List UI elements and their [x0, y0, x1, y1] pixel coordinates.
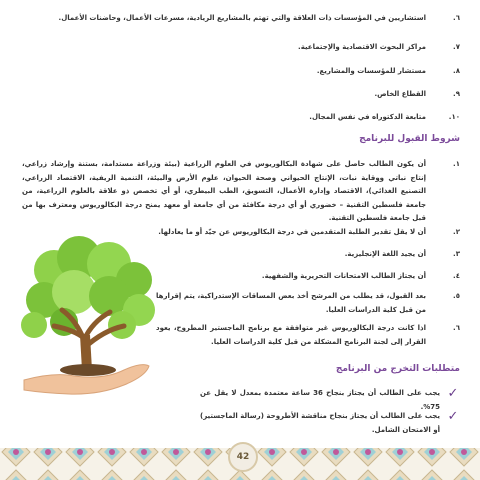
admission-num-2: ٢.: [453, 228, 460, 236]
admission-num-1: ١.: [453, 160, 460, 168]
graduation-item-2: يجب على الطالب أن يجتاز بنجاح مناقشة الأطروحة (رسالة الماجستير) أو الامتحان الشامل.: [200, 412, 440, 434]
graduation-heading: متطلبات التخرج من البرنامج: [335, 364, 460, 374]
check-icon: ✓: [447, 409, 459, 424]
admission-num-3: ٣.: [453, 250, 460, 258]
tree-in-hand-illustration: [14, 230, 164, 400]
document-page: ٦. استشاريين في المؤسسات ذات العلاقة والتي تهتم بالمشاريع الريادية، مسرعات الأعمال، وحاضنات الأعمال. ٧. مراكز البحوث الاقتصادية والإجتماعية. ٨. مستشار للمؤسسات والمشاريع. ٩. القطاع الخاص. ١٠. متابعة الدكتوراه في نفس المجال. شروط القبول للبرنامج ١. أن يكون الطالب حاصل على شهادة البكالوريوس في العلوم الزراعية (بيئة وزراعة مستدامة، بستنة وإرشاد زراعي، إنتاج نباتي ووقاية نبات، الإنتاج الحيواني وصحة الحيوان، علوم الأرض والبيئة، التنمية الريفية، الاقتصاد الزراعي، التصنيع الغذائي)، الاقتصاد وإدارة الأعمال، التسويق، الطب البيطري، أو أي تخصص ذو علاقة بالعلوم الزراعية، من جامعة فلسطين التقنية – خضوري أو أي درجة مكافئة من أي جامعة أو معهد يمنح درجة البكالوريوس ومعترف بها من قبل جامعة فلسطين التقنية. ٢. أن لا يقل تقدير الطلبة المتقدمين في درجة البكالوريوس عن جيّد أو ما يعادلها. ٣. أن يجيد اللغة الإنجليزية. ٤. أن يجتاز الطالب الامتحانات التحريرية والشفهية. ٥. بعد القبول، قد يطلب من المرشح أخذ بعض المساقات الإستدراكية، يتم إقرارها من قبل كلية الدراسات العليا. ٦. اذا كانت درجة البكالوريوس غير متوافقة مع برنامج الماجستير المطروح، يعود القرار إلى لجنة البرنامج المشكلة من قبل كلية الدراسات العليا. متطلبات التخرج من البرنامج ✓ يجب على الطالب أن يجتاز بنجاح 36 ساعة معتمدة بمعدل لا يقل عن 75%. ✓ يجب على الطالب أن يجتاز بنجاح مناقشة الأطروحة (رسالة الماجستير) أو الامتحان الشامل. 42: [0, 0, 480, 480]
admission-num-4: ٤.: [453, 272, 460, 280]
admission-item-6: اذا كانت درجة البكالوريوس غير متوافقة مع برنامج الماجستير المطروح، يعود القرار إلى لجنة البرنامج المشكلة من قبل كلية الدراسات العليا.: [156, 324, 426, 346]
admission-num-5: ٥.: [453, 292, 460, 300]
admission-item-2: أن لا يقل تقدير الطلبة المتقدمين في درجة البكالوريوس عن جيّد أو ما يعادلها.: [158, 228, 426, 236]
leaves-icon: [21, 236, 155, 339]
admission-item-4: أن يجتاز الطالب الامتحانات التحريرية والشفهية.: [261, 272, 426, 280]
admission-item-3: أن يجيد اللغة الإنجليزية.: [344, 250, 426, 258]
soil-icon: [60, 364, 116, 376]
admission-heading: شروط القبول للبرنامج: [359, 134, 460, 144]
check-icon: ✓: [447, 386, 459, 401]
page-number: 42: [228, 442, 258, 472]
admission-num-6: ٦.: [453, 324, 460, 332]
admission-item-5: بعد القبول، قد يطلب من المرشح أخذ بعض المساقات الإستدراكية، يتم إقرارها من قبل كلية الدراسات العليا.: [156, 292, 426, 314]
graduation-item-1: يجب على الطالب أن يجتاز بنجاح 36 ساعة معتمدة بمعدل لا يقل عن 75%.: [200, 389, 440, 411]
admission-item-1: أن يكون الطالب حاصل على شهادة البكالوريوس في العلوم الزراعية (بيئة وزراعة مستدامة، بستنة وإرشاد زراعي، إنتاج نباتي ووقاية نبات، الإنتاج الحيواني وصحة الحيوان، علوم الأرض والبيئة، التنمية الريفية، الاقتصاد الزراعي، التصنيع الغذائي)، الاقتصاد وإدارة الأعمال، التسويق، الطب البيطري، أو أي تخصص ذو علاقة بالعلوم الزراعية، من جامعة فلسطين التقنية – خضوري أو أي درجة مكافئة من أي جامعة أو معهد يمنح درجة البكالوريوس ومعترف بها من قبل جامعة فلسطين التقنية.: [22, 160, 426, 222]
